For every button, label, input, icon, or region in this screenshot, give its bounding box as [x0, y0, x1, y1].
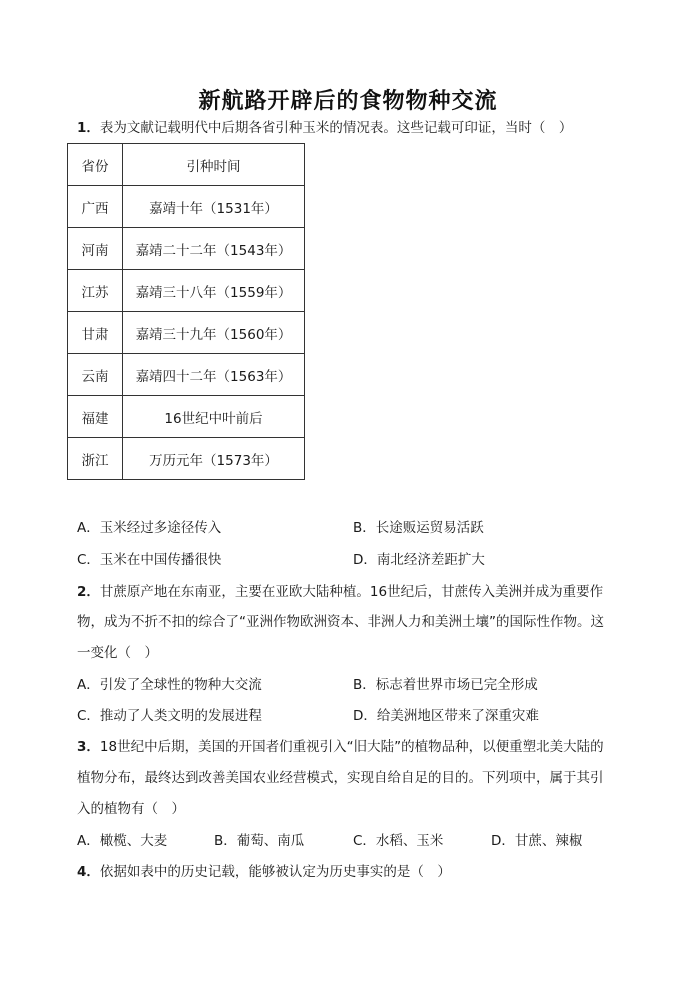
question-1-option-c: C．玉米在中国传播很快 — [77, 552, 222, 568]
question-2-number: 2． — [77, 584, 100, 600]
question-2-option-b: B．标志着世界市场已完全形成 — [353, 677, 538, 693]
table-cell-time: 16世纪中叶前后 — [123, 396, 305, 438]
question-1-option-d: D．南北经济差距扩大 — [353, 552, 485, 568]
question-3-number: 3． — [77, 739, 100, 755]
table-row — [68, 354, 305, 396]
question-2-option-c: C．推动了人类文明的发展进程 — [77, 708, 262, 724]
table-cell-time: 嘉靖三十八年（1559年） — [123, 270, 305, 312]
table-cell-time: 嘉靖十年（1531年） — [123, 186, 305, 228]
table-cell-time: 嘉靖三十九年（1560年） — [123, 312, 305, 354]
table-cell-province: 甘肃 — [68, 312, 123, 354]
page-title: 新航路开辟后的食物物种交流 — [198, 89, 498, 114]
corn-introduction-table — [67, 143, 305, 480]
question-2-option-d: D．给美洲地区带来了深重灾难 — [353, 708, 539, 724]
table-cell-time: 万历元年（1573年） — [123, 438, 305, 480]
question-1-stem — [77, 118, 572, 138]
table-cell-time: 嘉靖四十二年（1563年） — [123, 354, 305, 396]
table-row — [68, 270, 305, 312]
table-row — [68, 186, 305, 228]
table-row — [68, 312, 305, 354]
question-3-option-c: C．水稻、玉米 — [353, 833, 444, 849]
table-cell-province: 广西 — [68, 186, 123, 228]
question-3-line-3: 入的植物有（ ） — [77, 801, 185, 817]
question-2-line-2: 物，成为不折不扣的综合了“亚洲作物欧洲资本、非洲人力和美洲土壤”的国际性作物。这 — [77, 614, 604, 630]
table-cell-province: 河南 — [68, 228, 123, 270]
table-row — [68, 228, 305, 270]
table-header-time: 引种时间 — [123, 144, 305, 186]
question-3-text-1: 18世纪中后期，美国的开国者们重视引入“旧大陆”的植物品种，以便重塑北美大陆的 — [99, 739, 604, 755]
table-cell-province: 浙江 — [68, 438, 123, 480]
question-4-stem — [77, 862, 451, 882]
question-2-line-1 — [77, 582, 603, 602]
question-3-option-b: B．葡萄、南瓜 — [214, 833, 305, 849]
table-header-row — [68, 144, 305, 186]
table-cell-time: 嘉靖二十二年（1543年） — [123, 228, 305, 270]
question-3-option-d: D．甘蔗、辣椒 — [491, 833, 583, 849]
table-row — [68, 438, 305, 480]
table-header-province: 省份 — [68, 144, 123, 186]
question-1-option-b: B．长途贩运贸易活跃 — [353, 520, 484, 536]
question-3-option-a: A．橄榄、大麦 — [77, 833, 168, 849]
question-4-number: 4． — [77, 864, 100, 880]
question-2-option-a: A．引发了全球性的物种大交流 — [77, 677, 262, 693]
question-2-text-1: 甘蔗原产地在东南亚，主要在亚欧大陆种植。16世纪后，甘蔗传入美洲并成为重要作 — [99, 584, 604, 600]
question-2-line-3: 一变化（ ） — [77, 645, 158, 661]
table-cell-province: 云南 — [68, 354, 123, 396]
table-cell-province: 江苏 — [68, 270, 123, 312]
question-1-option-a: A．玉米经过多途径传入 — [77, 520, 222, 536]
table-row — [68, 396, 305, 438]
table-cell-province: 福建 — [68, 396, 123, 438]
question-3-line-2: 植物分布，最终达到改善美国农业经营模式，实现自给自足的目的。下列项中，属于其引 — [77, 770, 604, 786]
question-3-line-1 — [77, 737, 604, 757]
question-1-text: 表为文献记载明代中后期各省引种玉米的情况表。这些记载可印证，当时（ ） — [99, 120, 573, 136]
question-1-number: 1． — [77, 120, 100, 136]
question-4-text: 依据如表中的历史记载，能够被认定为历史事实的是（ ） — [99, 864, 451, 880]
